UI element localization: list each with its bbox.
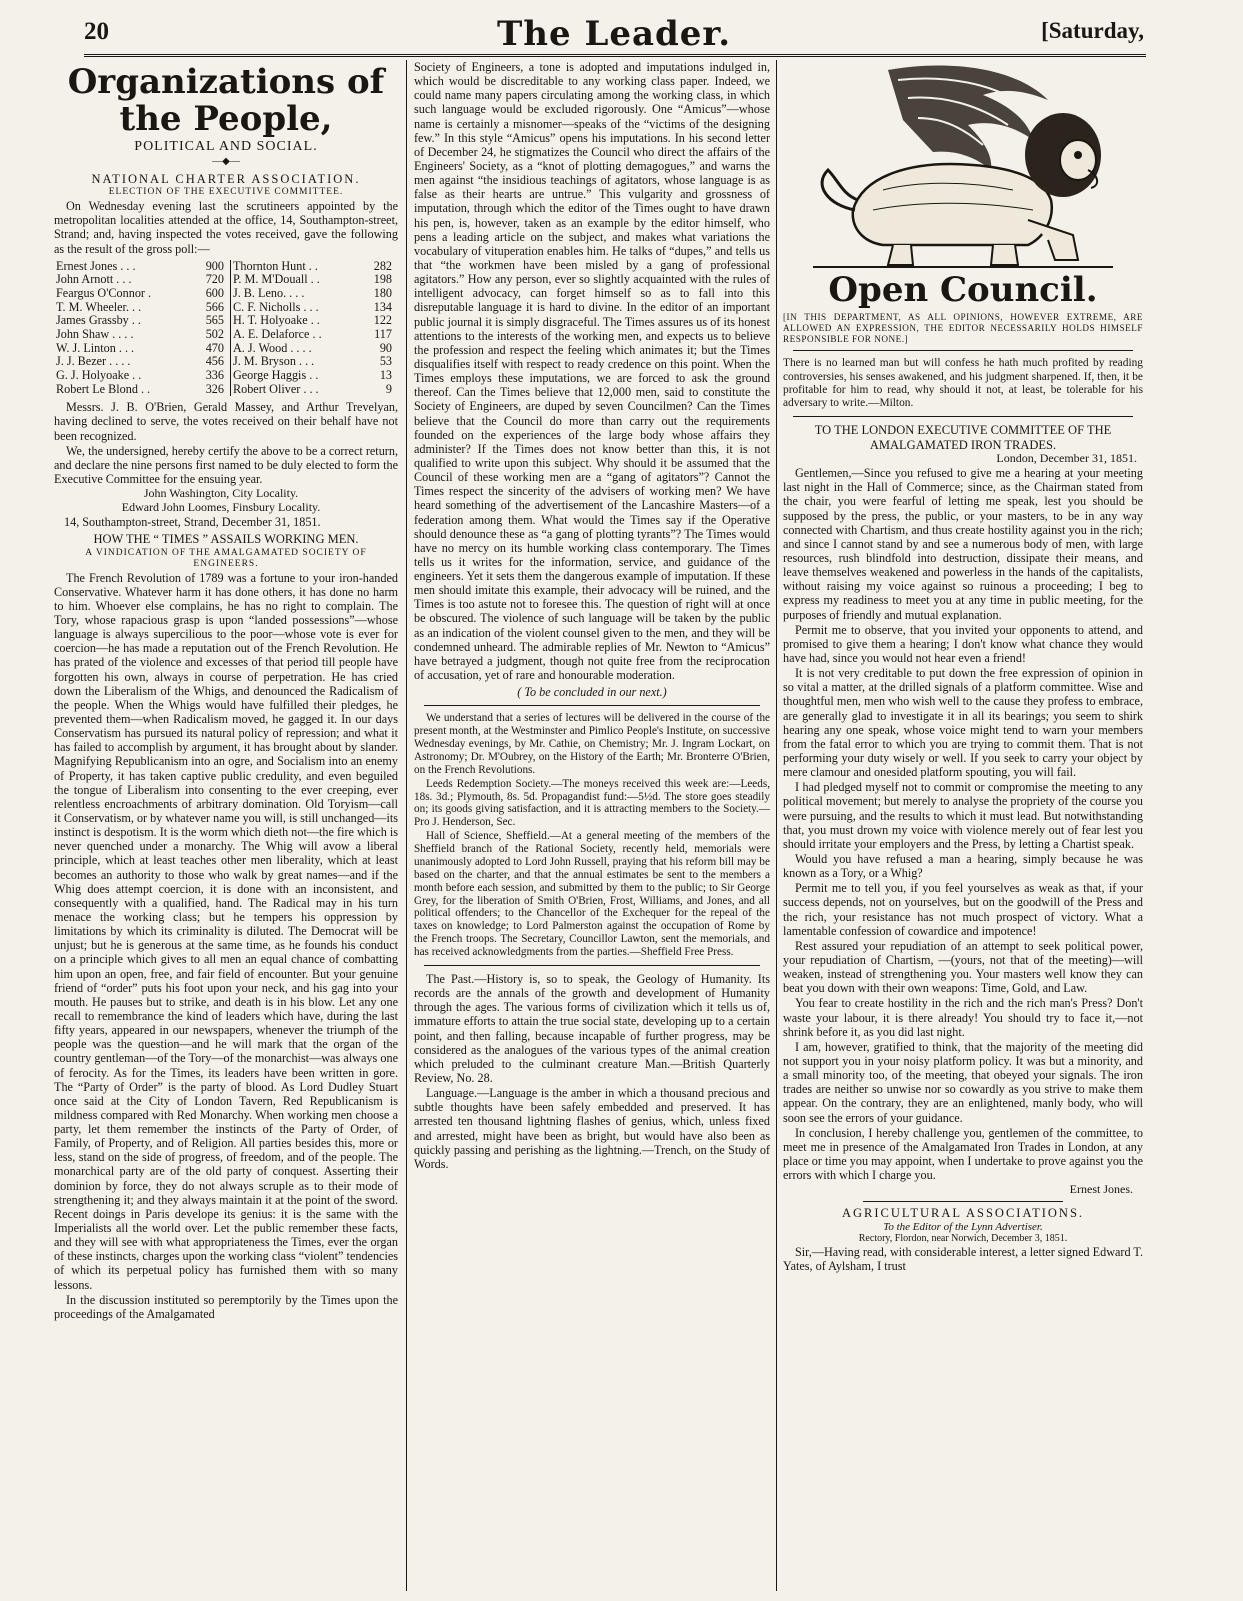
candidate-name: G. J. Holyoake . . [56,367,142,382]
candidate-name: John Shaw . . . . [56,326,134,341]
candidate-name: A. J. Wood . . . . [232,340,312,355]
past-paragraph: The Past.—History is, so to speak, the Geology of Humanity. Its records are the annals of the growth and development of Humanity through the ages. The various forms of civilization which it tells us of, immature efforts to attain the true social state, developing up to a certain point, and then falling, because incapable of further progress, may be considered as the analogues of the various types of the animal creation which preluded to the culminant creature Man.—British Quarterly Review, No. 28. [414,971,770,1085]
masthead: The Leader. [496,14,732,54]
open-council-title: Open Council. [828,270,1098,310]
separator [424,705,760,706]
letter-paragraph: I had pledged myself not to commit or compromise the meeting to any political movement; but merely to analyse the propriety of the course you were pursuing, and the results to which it must lead. But notwithstanding that, you must drown my voice with violence merely out of fear lest you should irritate your employers and the Press, by letting a Chartist speak. [783,780,1143,851]
griffin-illustration [793,60,1133,270]
times-subheading: A VINDICATION OF THE AMALGAMATED SOCIETY OF ENGINEERS. [85,547,367,569]
vote-count: 282 [373,258,392,273]
vote-count: 117 [374,326,392,341]
page-number: 20 [84,18,109,45]
poll-row [54,328,398,342]
agri-heading: AGRICULTURAL ASSOCIATIONS. [841,1206,1085,1221]
nca-intro: On Wednesday evening last the scrutineers appointed by the metropolitan localities attended at the office, 14, Southampton-street, Strand; and, having inspected the votes received, gave the following as the result of the gross poll:— [54,199,398,256]
agri-text: Sir,—Having read, with considerable interest, a letter signed Edward T. Yates, of Aylsham, I trust [783,1244,1143,1274]
article-paragraph: Society of Engineers, a tone is adopted and imputations indulged in, which would be discreditable to any working class paper. Indeed, we could name many papers circulating among the working class, in which such language would be excluded rigorously. One “Amicus”—whose name is certainly a misnomer—speaks of the “victims of the designing few.” In this style “Amicus” opens his imputations. In his second letter of December 24, he stigmatizes the Council who direct the affairs of the Engineers' Society, as a “knot of plotting demagogues,” and warns the men against “the insidious teachings of agitators, whose language is as false as their hearts are untrue.” This vulgarity and grossness of imputation, through which the editor of the Times ought to have drawn his pen, is, however, taken as an example by the editor himself, who pens a leading article on the subject, and makes what variations the vocabulary of vituperation enables him. He talks of “dupes,” and tells us that “the workmen have been misled by a gang of professional agitators.” How any person, ever so slightly acquainted with the rules of intelligent advocacy, can forget himself so as to fall into this disreputable language it is hard to divine. In the editor of an important public journal it is simply disgraceful. The Times assures us of its honest attentions to the interests of the working men, and expects us to believe the profession and respect the feeling which animates it; but the Times disqualifies itself with respect to ready credence on this point. When the Times employs these imputations, we are forced to ask the ground thereof. Can the Times believe that 12,000 men, said to constitute the Society of Engineers, are duped by seven Councilmen? Can the Times believe that the Council do more than carry out the requirements founded on the experiences of the large body whose affairs they administer? If the Times does not know better than this, it is not qualified to write upon this subject. Why should it be assumed that the Council of these working men are a “gang of agitators”? Cannot the Times respect the sincerity of the advisers of working men? We have heard something of the advertisement of the Lancashire Masters—of a federation among them. What would the Times say if the Operative should denounce these as “a gang of plotting tyrants”? The Times would have no mercy on its humble working class contemporary. The Times tells us it writes for the information, service, and guidance of the engineers. Yet it sets them the dangerous example of imputation. If these men should imitate this example, their advocacy will be ruined, and the Times is too astute not to foresee this. The question of right will at once be obscured. The violence of such language will be taken by the public as an indication of the violent counsel given to the men, and they will be condemned unheard. The admirable replies of Mr. Newton to “Amicus” have betrayed a judgment, though not quite free from the reciprocation of accusation, yet of rare and honourable moderation. [414,60,770,683]
vote-count: 90 [379,340,392,355]
letter-paragraph: In conclusion, I hereby challenge you, gentlemen of the committee, to meet me in presence of the Amalgamated Iron Trades in London, at any place or time you may appoint, when I undertake to prove against you the errors with which I charge you. [783,1125,1143,1183]
vote-count: 122 [373,313,392,328]
ornament: —◆— [212,156,240,168]
column-3 [783,60,1143,1591]
times-heading: HOW THE “ TIMES ” ASSAILS WORKING MEN. [93,532,359,547]
page-header [84,14,1144,54]
letter-paragraph: Permit me to observe, that you invited your opponents to attend, and promised to give them a hearing; I don't know what chance they would have had, since you would not hear even a friend! [783,622,1143,666]
poll-row [54,273,398,287]
nca-paragraph: We, the undersigned, hereby certify the above to be a correct return, and declare the nine persons first named to be duly elected to form the Executive Committee for the ensuing year. [54,443,398,486]
address-line: 14, Southampton-street, Strand, December 31, 1851. [64,514,321,529]
vote-count: 566 [193,301,231,315]
poll-row [54,260,398,274]
candidate-name: Feargus O'Connor . [56,286,152,300]
candidate-name: John Arnott . . . [56,272,132,287]
candidate-name: Ernest Jones . . . [56,258,136,273]
letter-paragraph: It is not very creditable to put down the free expression of opinion in so vital a matter, at the drilled signals of a platform committee. Wise and thoughtful men, men who wish well to the cause they profess to embrace, are generally glad to investigate it in all its bearings; you seem to shirk hearing any one speak, whose voice might tend to warn your members from the fatal error to which you are trying to commit them. That is not performing your duty wisely or well. If you seek to carry your object by mere clamour and onesided platform spouting, you will fail. [783,666,1143,780]
poll-row [54,287,398,301]
lectures-notice: We understand that a series of lectures will be delivered in the course of the present month, at the Westminster and Pimlico People's Institute, on successive Wednesday evenings, by Mr. Cathie, on Chemistry; Mr. J. Ingram Lockart, on Astronomy; Dr. M'Oubrey, on the History of the Earth; Mr. Bronterre O'Brien, on the French Revolutions. [414,712,770,776]
letter-paragraph: Rest assured your repudiation of an attempt to seek political power, your repudiation of Chartism, —(yours, not that of the meeting)—will weaken, instead of strengthening you. Your masters well know they can beat you down with their own weapons: Time, Gold, and Law. [783,938,1143,996]
vote-count: 456 [193,355,231,369]
candidate-name: W. J. Linton . . . [56,340,135,355]
candidate-name: H. T. Holyoake . . [232,313,320,328]
column-rule [406,60,407,1591]
vote-count: 198 [373,272,392,287]
signature: John Washington, City Locality. [143,486,299,501]
separator [793,416,1133,417]
poll-row [54,342,398,356]
agri-dateline: Rectory, Flordon, near Norwich, December 3, 1851. [858,1233,1068,1245]
vote-count: 470 [193,342,231,356]
editorial-note: [IN THIS DEPARTMENT, AS ALL OPINIONS, HOWEVER EXTREME, ARE ALLOWED AN EXPRESSION, THE EDITOR NECESSARILY HOLDS HIMSELF RESPONSIBLE FOR NONE.] [783,312,1143,344]
letter-paragraph: You fear to create hostility in the rich and the rich man's Press? Don't waste your labour, it is there already! You should try to face it,—not shrink before it, as you did last night. [783,996,1143,1039]
letter-signature: Ernest Jones. [1069,1182,1133,1197]
candidate-name: Robert Oliver . . . [232,381,319,396]
column-2 [414,60,770,1591]
letter-body [783,466,1143,1182]
vote-count: 9 [385,381,392,396]
article-paragraph: The French Revolution of 1789 was a fortune to your iron-handed Conservative. Whatever harm it has done others, it has done no harm to him. Whoever else complains, he has no right to complain. The Tory, whose rapacious grasp is upon “landed possessions”—whose language is always supercilious to the poor—whose vote is ever for coercion—he has made a reputation out of the French Revolution. He has prated of the violence and excesses of that period till people have forgotten his own, always in course of perpetration. He has cried down the Liberalism of the Whigs, and denounced the Radicalism of the people. When the Whigs would have fulfilled their pledges, he prevented them—when Radicalism moved, he gagged it. In our days Conservatism has pursued its natural policy of repression; and what it has failed to accomplish by argument, it has brought about by slander. Magnifying Republicanism into an ogre, and Socialism into an enemy of Property, it has taken captive public credulity, and even beguiled the tongue of Liberalism into consenting to the ever creeping, ever relentless encroachments of arbitrary domination. Old Toryism—call it Conservatism, or by whatever name you will, is still unchanged—its instinct is despotism. It is the worm which dieth not—the fire which is never quenched under a monarchy. The Whig will avow a liberal principle, which at least teaches other men liberality, which at least becomes an authority to those who walk by great names—and if the Whig does attempt coercion, it is done with an inconsistent, and consequently with a qualified, hand. The Radical may in his turn menace the working class; but he tempers his oppression by limitations by which its criminality is diluted. The Democrat will be unjust; but he is generous at the same time, as he founds his conduct on a principle which gives to all men an equal chance of combatting him upon an open, free, and fair field of encounter. But your genuine friend of “order” puts his foot upon your neck, and his gag into your mouth. He pauses but to strike, and death is in his blow. Let any one recall to remembrance the kind of leaders which have, during the last fifty years, appeared in our newspapers, whenever the triumph of the people was the question—and he will mark that the organ of the country gentleman—of the Tory—of the monarchist—was always one of ferocity. As for the Times, its leaders have been written in gore. The “Party of Order” is the party of blood. As Lord Dudley Stuart once said at the City of London Tavern, Red Republicanism is mildness compared with Red Monarchy. When working men choose a party, let them remember the instincts of the Party of Order, of Family, of Property, and of Religion. All parties besides this, more or less, stand on the side of progress, of freedom, and of the people. The monarchical party are of the old party of conquest. Asserting their dominion by force, they do not always scruple as to their mode of strengthening it; and they always maintain it at the point of the sword. Recent doings in Paris develope its genius: it is the same with the Imperialists all the world over. Let the public remember these facts, and they will see with what appropriateness the Times, ever the organ of these instincts, charges upon the working class “violent” tendencies of which its perpetual policy has furnished them with so many lessons. [54,570,398,1292]
vote-count: 502 [193,328,231,342]
vote-count: 134 [373,299,392,314]
letter-heading: TO THE LONDON EXECUTIVE COMMITTEE OF THE AMALGAMATED IRON TRADES. [814,423,1112,452]
column-rule [776,60,777,1591]
candidate-name: C. F. Nicholls . . . [232,299,319,314]
candidate-name: P. M. M'Douall . . [232,272,320,287]
signature: Edward John Loomes, Finsbury Locality. [121,500,321,514]
poll-row [54,383,398,397]
header-day: [ Saturday, [1041,18,1144,44]
candidate-name: James Grassby . . [56,313,141,328]
article-paragraph: In the discussion instituted so peremptorily by the Times upon the proceedings of the Amalgamated [54,1292,398,1321]
language-paragraph: Language.—Language is the amber in which a thousand precious and subtle thoughts have been safely embedded and preserved. It has arrested ten thousand lightning flashes of genius, which, unless fixed and arrested, might have been as bright, but would have also been as quickly passing and perishing as the lightning.—Trench, on the Study of Words. [414,1086,770,1171]
vote-count: 600 [193,287,231,301]
poll-row [54,355,398,369]
sheffield-notice: Hall of Science, Sheffield.—At a general meeting of the members of the Sheffield branch of the Rational Society, recently held, memorials were unanimously adopted to Lord John Russell, praying that his reform bill may be based on the charter, and that the annual estimates be sent to the members a month before each session, and submitted by them to the public; to Sir George Grey, for the liberation of Smith O'Brien, Frost, Williams, and Jones, and all political offenders; to the Chancellor of the Exchequer for the repeal of the taxes on knowledge; to Lord Palmerston against the occupation of Rome by the French troops. The Secretary, Councillor Lawton, sent the memorials, and has received acknowledgments from the parties.—Sheffield Free Press. [414,830,770,959]
vote-count: 180 [373,286,392,300]
candidate-name: George Haggis . . [232,367,319,382]
poll-row [54,369,398,383]
vote-count: 326 [193,383,231,397]
candidate-name: Thornton Hunt . . [232,258,318,273]
poll-row [54,314,398,328]
candidate-name: A. E. Delaforce . . [232,326,322,341]
letter-dateline: London, December 31, 1851. [996,451,1137,466]
section-title: Organizations of the People, [67,62,385,140]
nca-paragraph: Messrs. J. B. O'Brien, Gerald Massey, and Arthur Trevelyan, having declined to serve, the votes received on their behalf have not been recognized. [54,400,398,443]
agri-to: To the Editor of the Lynn Advertiser. [883,1220,1043,1233]
to-be-concluded: ( To be concluded in our next.) [517,685,667,700]
letter-paragraph: Permit me to tell you, if you feel yourselves as weak as that, if your success depends, not on yourselves, but on the goodwill of the Press and the rich, your resistance has not much prospect of victory. What a lamentable confession of cowardice and impotence! [783,881,1143,938]
nca-heading: NATIONAL CHARTER ASSOCIATION. [91,171,361,186]
vote-count: 53 [379,354,392,369]
separator [793,350,1133,351]
letter-paragraph: Would you have refused a man a hearing, simply because he was known as a Tory, or a Whig? [783,851,1143,881]
section-subtitle: POLITICAL AND SOCIAL. [134,138,318,154]
leeds-notice: Leeds Redemption Society.—The moneys received this week are:—Leeds, 18s. 3d.; Plymouth, 8s. 5d. Propagandist fund:—5½d. The store goes steadily on; its goods giving satisfaction, and it is attracting members to the Society.—Pro J. Henderson, Sec. [414,777,770,829]
separator [863,1201,1063,1202]
letter-paragraph: I am, however, gratified to think, that the majority of the meeting did not support you in your noisy platform policy. It was but a minority, and a small minority too, of the meeting, that obeyed your signals. The iron trades are neither so unwise nor so cowardly as you strive to make them appear. On the contrary, they are an enlightened, manly body, who will soon see the errors of your guidance. [783,1039,1143,1125]
candidate-name: T. M. Wheeler. . . [56,299,142,314]
candidate-name: Robert Le Blond . . [56,381,151,396]
vote-count: 720 [193,273,231,287]
candidate-name: J. B. Leno. . . . [232,286,305,300]
candidate-name: J. M. Bryson . . . [232,354,315,369]
poll-row [54,301,398,315]
vote-count: 13 [379,367,392,382]
poll-table [54,260,398,397]
separator [424,965,760,966]
column-1 [54,60,398,1591]
vote-count: 565 [193,314,231,328]
nca-subheading: ELECTION OF THE EXECUTIVE COMMITTEE. [108,187,344,198]
milton-quote: There is no learned man but will confess he hath much profited by reading controversies, his senses awakened, and his judgment sharpened. If, then, it be profitable for him to read, why should it not, at least, be tolerable for his adversary to write.—Milton. [783,357,1143,410]
candidate-name: J. J. Bezer . . . . [56,354,131,369]
letter-paragraph: Gentlemen,—Since you refused to give me a hearing at your meeting last night in the Hall of Commerce; since, as the Chairman stated from the chair, you were fearful of letting me speak, lest you should be supposed by the press, the public, or your masters, to be in any way connected with Chartism, and thus create hostility against you in the rich; and since I cannot stand by and see a numerous body of men, with large resources, rush blindfold into destruction, dissipate their means, and leave themselves weakened and powerless in the hands of the capitalists, without raising my voice against so ruinous a proceeding; I beg to express my readiness to meet you at any time in public meeting, for the purposes of friendly and mutual explanation. [783,466,1143,622]
vote-count: 900 [193,260,231,274]
header-rule [84,54,1146,57]
vote-count: 336 [193,369,231,383]
